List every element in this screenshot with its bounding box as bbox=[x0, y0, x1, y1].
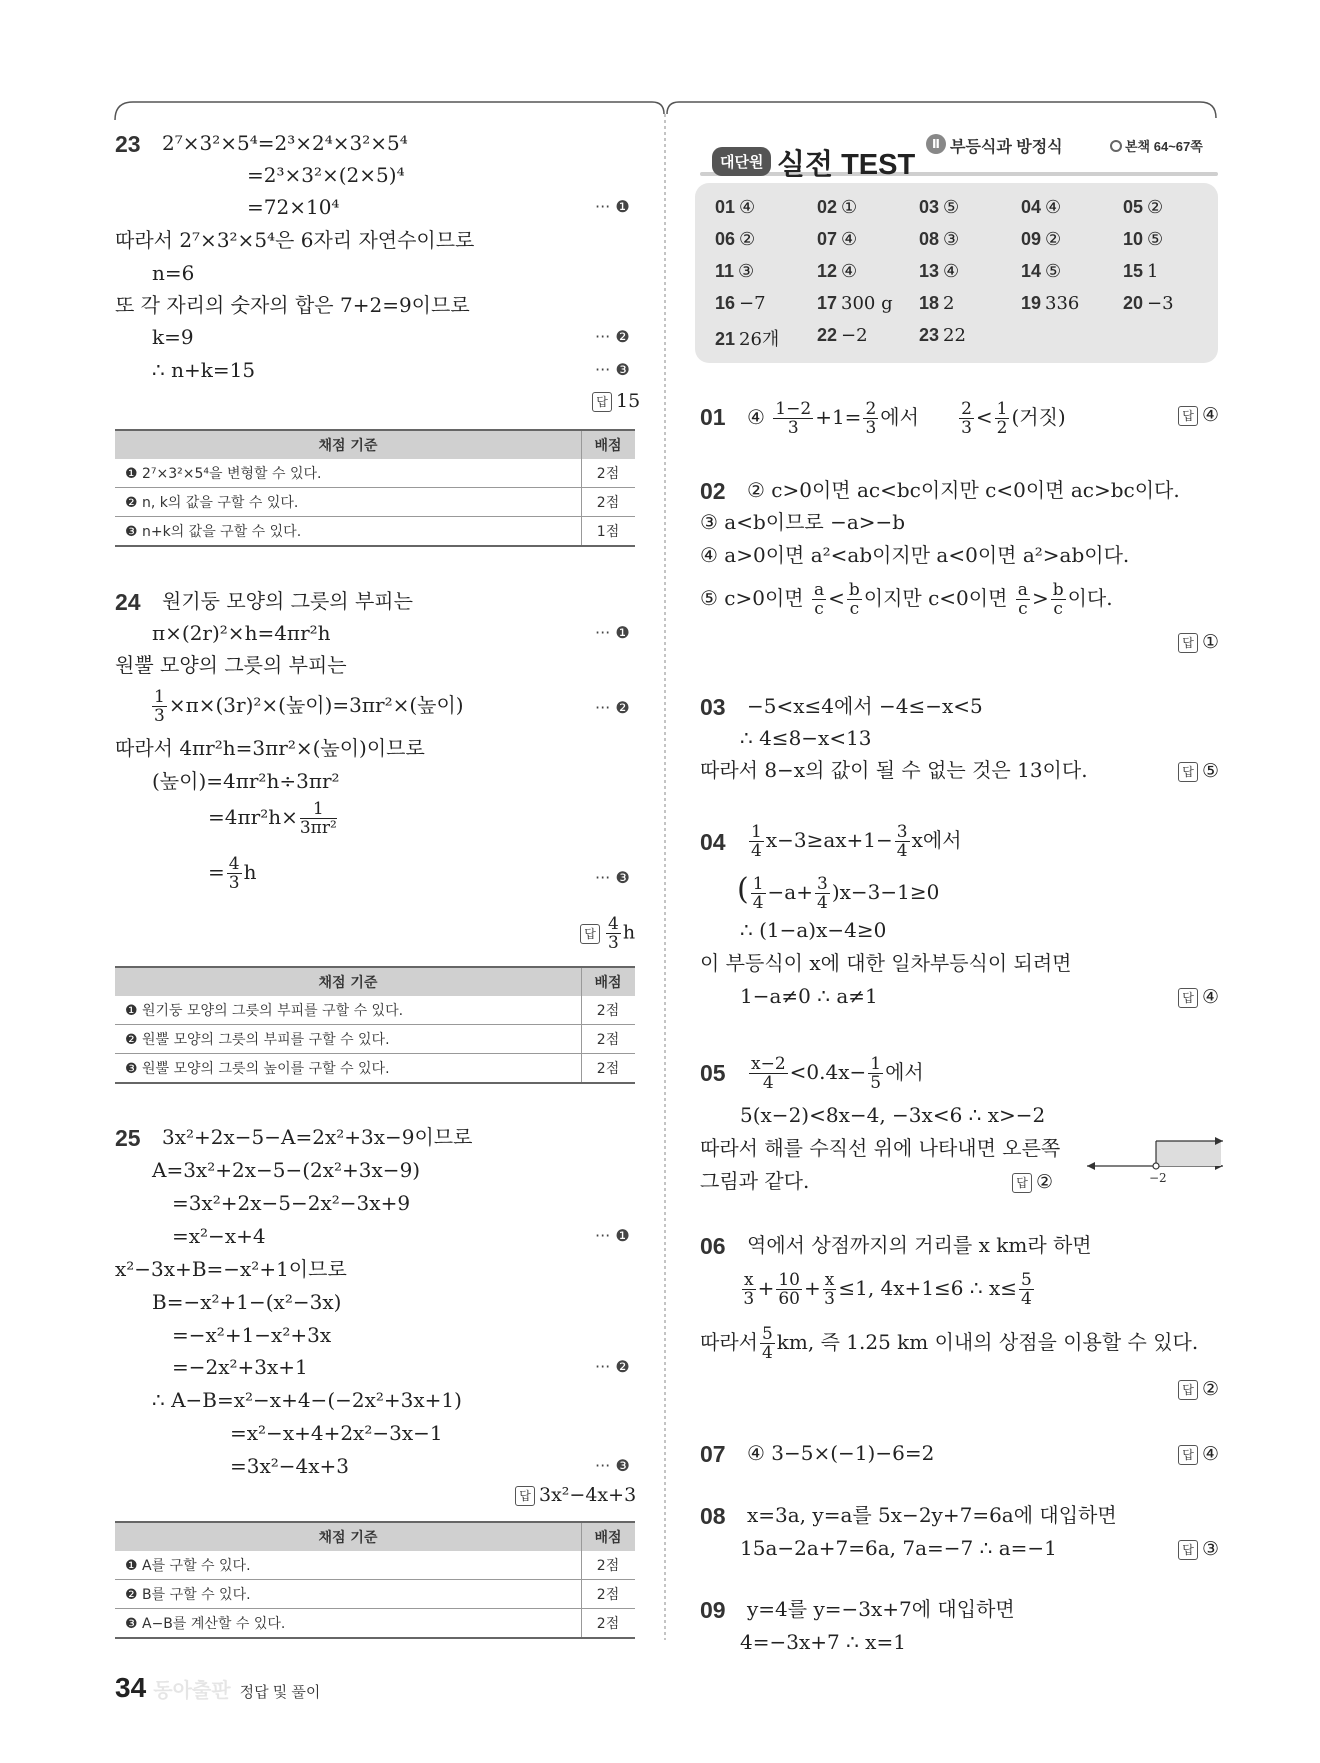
question-number: 08 bbox=[700, 1503, 726, 1529]
math-line: −5<x≤4에서 −4≤−x<5 bbox=[747, 694, 983, 718]
answer-key-number: 15 bbox=[1123, 261, 1144, 281]
answer-mark-icon: 답 bbox=[1178, 1445, 1198, 1465]
answer-key-number: 07 bbox=[817, 229, 838, 249]
footer-label: 정답 및 풀이 bbox=[239, 1684, 321, 1701]
math-line: ④ a>0이면 a²<ab이지만 a<0이면 a²>ab이다. bbox=[700, 543, 1130, 567]
math-line: B=−x²+1−(x²−3x) bbox=[152, 1290, 342, 1314]
answer bbox=[1178, 1538, 1219, 1560]
answer-key-value: ④ bbox=[841, 229, 858, 250]
math-line: ∴ n+k=15 bbox=[152, 358, 256, 382]
question-number: 09 bbox=[700, 1597, 726, 1623]
rubric-points: 2점 bbox=[582, 488, 636, 517]
answer bbox=[515, 1484, 636, 1506]
unit-badge-icon: Ⅱ bbox=[926, 134, 946, 154]
answer-key-number: 02 bbox=[817, 197, 838, 217]
rubric-points: 1점 bbox=[582, 517, 636, 547]
answer-value: ② bbox=[1036, 1171, 1054, 1193]
answer-key-value: ② bbox=[739, 229, 756, 250]
answer-value: ⑤ bbox=[1202, 760, 1220, 782]
answer-key-value: 26개 bbox=[739, 329, 780, 350]
answer-key-item bbox=[1123, 197, 1163, 218]
answer-key-number: 17 bbox=[817, 293, 838, 313]
math-line: ( $\frac{1}{4}$ −a+ $\frac{3}{4}$ )x−3−1≥0 bbox=[737, 872, 940, 913]
rubric-row bbox=[115, 1054, 635, 1084]
math-line: =3x²+2x−5−2x²−3x+9 bbox=[172, 1191, 411, 1215]
step-marker: ··· ❷ bbox=[595, 1357, 630, 1376]
answer-mark-icon: 답 bbox=[580, 924, 600, 944]
math-line: ④ 3−5×(−1)−6=2 bbox=[747, 1441, 935, 1465]
answer-mark-icon: 답 bbox=[1178, 406, 1198, 426]
answer-key-value: ② bbox=[1045, 229, 1062, 250]
math-line: 이 부등식이 x에 대한 일차부등식이 되려면 bbox=[700, 951, 1072, 975]
answer bbox=[1178, 1378, 1219, 1400]
rubric-row bbox=[115, 1609, 635, 1639]
fraction: $\frac{1}{3}$ bbox=[154, 687, 165, 726]
answer-key-number: 04 bbox=[1021, 197, 1042, 217]
step-marker: ··· ❸ bbox=[595, 1456, 630, 1475]
answer-key-item bbox=[715, 325, 779, 351]
rubric-points-header: 배점 bbox=[582, 967, 636, 996]
math-line: 1−a≠0 ∴ a≠1 bbox=[740, 984, 878, 1008]
math-line: =x²−x+4 bbox=[172, 1224, 266, 1248]
math-line: k=9 bbox=[152, 325, 194, 349]
step-marker: ··· ❷ bbox=[595, 698, 630, 717]
header-title: 실전 TEST bbox=[777, 149, 916, 181]
unit-title: 부등식과 방정식 bbox=[950, 139, 1063, 156]
math-line: ④ $\frac{1-2}{3}$ +1= $\frac{2}{3}$ 에서 $\frac{2}{3}$ < $\frac{1}{2}$ (거짓) bbox=[747, 399, 1066, 438]
scoring-rubric bbox=[115, 1521, 635, 1639]
section-header bbox=[700, 130, 1220, 180]
rubric-criterion: ❶ 2⁷×3²×5⁴을 변형할 수 있다. bbox=[115, 459, 582, 488]
answer-key-item bbox=[919, 197, 959, 218]
math-line: y=4를 y=−3x+7에 대입하면 bbox=[747, 1597, 1015, 1621]
answer-key-item bbox=[1123, 229, 1163, 250]
answer-value: h bbox=[622, 921, 636, 944]
answer-key-item bbox=[1021, 197, 1061, 218]
answer-mark-icon: 답 bbox=[515, 1486, 535, 1506]
answer-value: ① bbox=[1202, 631, 1220, 653]
math-line: 따라서 2⁷×3²×5⁴은 6자리 자연수이므로 bbox=[115, 228, 475, 252]
question-number: 04 bbox=[700, 829, 726, 855]
math-line: ⑤ c>0이면 $\frac{a}{c}$ < $\frac{b}{c}$ 이지만 c<0이면 $\frac{a}{c}$ > $\frac{b}{c}$ 이다. bbox=[700, 580, 1113, 619]
math-line: n=6 bbox=[152, 261, 195, 285]
question-number: 06 bbox=[700, 1233, 726, 1259]
answer-key-box bbox=[695, 183, 1218, 363]
math-line: =−2x²+3x+1 bbox=[172, 1355, 308, 1379]
math-line: 원기둥 모양의 그릇의 부피는 bbox=[162, 589, 413, 613]
fraction: $\frac{4}{3}$ bbox=[608, 914, 619, 953]
answer-key-value: 300 g bbox=[841, 293, 893, 314]
answer-key-value: ③ bbox=[738, 261, 755, 282]
answer-key-number: 14 bbox=[1021, 261, 1042, 281]
answer-mark-icon: 답 bbox=[592, 392, 612, 412]
rubric-row bbox=[115, 996, 635, 1025]
answer-key-value: 336 bbox=[1045, 293, 1080, 314]
answer-value: 3x²−4x+3 bbox=[539, 1484, 637, 1506]
answer bbox=[1178, 1443, 1219, 1465]
step-marker: ··· ❶ bbox=[595, 1226, 630, 1245]
math-line: = $\frac{4}{3}$ h bbox=[208, 854, 257, 893]
rubric-criterion: ❷ B를 구할 수 있다. bbox=[115, 1580, 582, 1609]
rubric-criterion: ❶ 원기둥 모양의 그릇의 부피를 구할 수 있다. bbox=[115, 996, 582, 1025]
answer-key-item bbox=[1021, 229, 1061, 250]
answer-key-item bbox=[715, 229, 755, 250]
answer bbox=[1178, 404, 1219, 426]
rubric-points: 2점 bbox=[582, 1580, 636, 1609]
math-line: ③ a<b이므로 −a>−b bbox=[700, 510, 906, 534]
answer-key-value: ④ bbox=[943, 261, 960, 282]
scoring-rubric bbox=[115, 429, 635, 547]
answer-key-value: 1 bbox=[1147, 261, 1159, 282]
math-line: 그림과 같다. bbox=[700, 1169, 810, 1193]
answer-key-number: 21 bbox=[715, 329, 736, 349]
answer-key-item bbox=[817, 229, 857, 250]
step-marker: ··· ❸ bbox=[595, 868, 630, 887]
rubric-header: 채점 기준 bbox=[115, 967, 582, 996]
answer-key-number: 08 bbox=[919, 229, 940, 249]
problem-number: 25 bbox=[115, 1125, 141, 1151]
rubric-points: 2점 bbox=[582, 459, 636, 488]
rubric-header: 채점 기준 bbox=[115, 1522, 582, 1551]
math-line: =−x²+1−x²+3x bbox=[172, 1323, 332, 1347]
answer-mark-icon: 답 bbox=[1178, 633, 1198, 653]
answer-key-number: 20 bbox=[1123, 293, 1144, 313]
math-line: $\frac{1}{4}$ x−3≥ax+1− $\frac{3}{4}$ x에서 bbox=[751, 822, 962, 861]
answer-value: ④ bbox=[1202, 986, 1220, 1008]
answer bbox=[1178, 760, 1219, 782]
answer bbox=[1178, 986, 1219, 1008]
step-marker: ··· ❸ bbox=[595, 360, 630, 379]
rubric-points: 2점 bbox=[582, 1054, 636, 1084]
answer-value: ② bbox=[1202, 1378, 1220, 1400]
math-line: $\frac{x}{3}$ + $\frac{10}{60}$ + $\frac{x}{3}$ ≤1, 4x+1≤6 ∴ x≤ $\frac{5}{4}$ bbox=[743, 1270, 1032, 1309]
rubric-criterion: ❷ 원뿔 모양의 그릇의 부피를 구할 수 있다. bbox=[115, 1025, 582, 1054]
math-line: 3x²+2x−5−A=2x²+3x−9이므로 bbox=[162, 1125, 473, 1149]
answer-key-value: ⑤ bbox=[1045, 261, 1062, 282]
answer-key-item bbox=[919, 325, 966, 346]
answer-key-value: 2 bbox=[943, 293, 955, 314]
answer-key-number: 06 bbox=[715, 229, 736, 249]
rubric-points: 2점 bbox=[582, 996, 636, 1025]
rubric-row bbox=[115, 1025, 635, 1054]
question-number: 05 bbox=[700, 1060, 726, 1086]
answer-key-number: 12 bbox=[817, 261, 838, 281]
answer-key-number: 03 bbox=[919, 197, 940, 217]
footer-watermark: 동아출판 bbox=[153, 1680, 231, 1702]
math-line: π×(2r)²×h=4πr²h bbox=[152, 621, 331, 645]
question-number: 07 bbox=[700, 1441, 726, 1467]
rubric-points-header: 배점 bbox=[582, 430, 636, 459]
answer-key-number: 11 bbox=[715, 261, 735, 281]
answer-value: ④ bbox=[1202, 1443, 1220, 1465]
answer-key-value: ⑤ bbox=[943, 197, 960, 218]
step-marker: ··· ❶ bbox=[595, 623, 630, 642]
answer-key-item bbox=[817, 293, 893, 314]
math-line: x²−3x+B=−x²+1이므로 bbox=[115, 1257, 347, 1281]
math-line: (높이)=4πr²h÷3πr² bbox=[152, 769, 340, 793]
rubric-points: 2점 bbox=[582, 1025, 636, 1054]
answer-key-value: ③ bbox=[943, 229, 960, 250]
answer-key-value: ② bbox=[1147, 197, 1164, 218]
math-line: ∴ 4≤8−x<13 bbox=[740, 726, 872, 750]
answer-key-item bbox=[1021, 261, 1061, 282]
answer-key-number: 22 bbox=[817, 325, 838, 345]
question-number: 03 bbox=[700, 694, 726, 720]
answer-value: ③ bbox=[1202, 1538, 1220, 1560]
answer-key-item bbox=[715, 293, 766, 314]
math-line: 2⁷×3²×5⁴=2³×2⁴×3²×5⁴ bbox=[162, 131, 408, 155]
answer-mark-icon: 답 bbox=[1178, 762, 1198, 782]
answer-mark-icon: 답 bbox=[1178, 1540, 1198, 1560]
answer-key-value: ① bbox=[841, 197, 858, 218]
rubric-row bbox=[115, 1551, 635, 1580]
number-line-tick-label: −2 bbox=[1149, 1171, 1167, 1184]
answer-key-value: −2 bbox=[841, 325, 868, 346]
math-line: ② c>0이면 ac<bc이지만 c<0이면 ac>bc이다. bbox=[747, 478, 1180, 502]
answer-mark-icon: 답 bbox=[1012, 1173, 1032, 1193]
rubric-points: 2점 bbox=[582, 1609, 636, 1639]
fraction: $\frac{4}{3}$ bbox=[228, 854, 240, 893]
math-line: 4=−3x+7 ∴ x=1 bbox=[740, 1630, 906, 1654]
answer-key-value: −3 bbox=[1147, 293, 1174, 314]
number-line-diagram bbox=[1085, 1130, 1225, 1184]
rubric-criterion: ❸ n+k의 값을 구할 수 있다. bbox=[115, 517, 582, 547]
answer-key-value: ④ bbox=[841, 261, 858, 282]
rubric-criterion: ❶ A를 구할 수 있다. bbox=[115, 1551, 582, 1580]
math-line: A=3x²+2x−5−(2x²+3x−9) bbox=[152, 1158, 421, 1182]
problem-number: 23 bbox=[115, 131, 141, 157]
answer bbox=[580, 915, 635, 952]
answer-key-value: 22 bbox=[943, 325, 966, 346]
rubric-points-header: 배점 bbox=[582, 1522, 636, 1551]
page-number: 34 bbox=[115, 1672, 147, 1703]
book-reference: 본책 64~67쪽 bbox=[1125, 139, 1203, 154]
header-badge: 대단원 bbox=[712, 147, 771, 176]
step-marker: ··· ❷ bbox=[595, 327, 630, 346]
rubric-header: 채점 기준 bbox=[115, 430, 582, 459]
answer-value: 15 bbox=[616, 390, 641, 412]
answer-key-item bbox=[1021, 293, 1079, 314]
answer-key-item bbox=[919, 261, 959, 282]
answer-key-number: 19 bbox=[1021, 293, 1042, 313]
math-line: 역에서 상점까지의 거리를 x km라 하면 bbox=[747, 1233, 1092, 1257]
answer-key-number: 05 bbox=[1123, 197, 1144, 217]
question-number: 01 bbox=[700, 404, 726, 430]
answer-key-number: 18 bbox=[919, 293, 940, 313]
rubric-row bbox=[115, 459, 635, 488]
answer-key-item bbox=[715, 197, 755, 218]
answer-key-item bbox=[817, 261, 857, 282]
answer-key-item bbox=[817, 197, 857, 218]
math-line: =3x²−4x+3 bbox=[230, 1454, 350, 1478]
rubric-criterion: ❷ n, k의 값을 구할 수 있다. bbox=[115, 488, 582, 517]
answer-key-number: 13 bbox=[919, 261, 940, 281]
answer-key-value: ④ bbox=[1045, 197, 1062, 218]
answer-mark-icon: 답 bbox=[1178, 1380, 1198, 1400]
page-footer bbox=[115, 1672, 320, 1704]
math-line: $\frac{x-2}{4}$ <0.4x− $\frac{1}{5}$ 에서 bbox=[751, 1054, 924, 1093]
math-line: ∴ A−B=x²−x+4−(−2x²+3x+1) bbox=[152, 1388, 462, 1412]
answer-key-item bbox=[919, 229, 959, 250]
answer-key-value: −7 bbox=[739, 293, 766, 314]
scoring-rubric bbox=[115, 966, 635, 1084]
math-line: =72×10⁴ bbox=[247, 195, 340, 219]
math-line: 원뿔 모양의 그릇의 부피는 bbox=[115, 653, 347, 677]
math-line: 또 각 자리의 숫자의 합은 7+2=9이므로 bbox=[115, 293, 470, 317]
answer-key-number: 16 bbox=[715, 293, 736, 313]
math-line: =2³×3²×(2×5)⁴ bbox=[247, 163, 405, 187]
ref-circle-icon bbox=[1110, 140, 1122, 152]
math-line: 15a−2a+7=6a, 7a=−7 ∴ a=−1 bbox=[740, 1536, 1057, 1560]
rubric-criterion: ❸ A−B를 계산할 수 있다. bbox=[115, 1609, 582, 1639]
answer-key-item bbox=[919, 293, 954, 314]
answer-key-number: 23 bbox=[919, 325, 940, 345]
math-line: $\frac{1}{3}$ ×π×(3r)²×(높이)=3πr²×(높이) bbox=[154, 687, 464, 726]
math-line: 따라서 8−x의 값이 될 수 없는 것은 13이다. bbox=[700, 758, 1088, 782]
math-line: ∴ (1−a)x−4≥0 bbox=[740, 918, 887, 942]
rubric-criterion: ❸ 원뿔 모양의 그릇의 높이를 구할 수 있다. bbox=[115, 1054, 582, 1084]
answer-key-item bbox=[1123, 261, 1158, 282]
answer-key-number: 10 bbox=[1123, 229, 1144, 249]
math-line: =x²−x+4+2x²−3x−1 bbox=[230, 1421, 443, 1445]
rubric-row bbox=[115, 517, 635, 547]
math-line: =4πr²h× $\frac{1}{\text{3πr²}}$ bbox=[208, 799, 337, 838]
answer-key-value: ④ bbox=[739, 197, 756, 218]
fraction: $\frac{1}{\text{3πr²}}$ bbox=[299, 799, 337, 838]
answer bbox=[1178, 631, 1219, 653]
answer-key-item bbox=[715, 261, 754, 282]
rubric-row bbox=[115, 1580, 635, 1609]
math-line: 따라서 4πr²h=3πr²×(높이)이므로 bbox=[115, 736, 425, 760]
math-line: 5(x−2)<8x−4, −3x<6 ∴ x>−2 bbox=[740, 1103, 1046, 1127]
math-line: x=3a, y=a를 5x−2y+7=6a에 대입하면 bbox=[747, 1503, 1117, 1527]
math-line: 따라서 $\frac{5}{4}$ km, 즉 1.25 km 이내의 상점을 이용할 수 있다. bbox=[700, 1324, 1199, 1363]
answer-key-item bbox=[817, 325, 868, 346]
answer-value: ④ bbox=[1202, 404, 1220, 426]
answer bbox=[592, 390, 640, 412]
math-line: 따라서 해를 수직선 위에 나타내면 오른쪽 bbox=[700, 1136, 1061, 1160]
answer-key-number: 09 bbox=[1021, 229, 1042, 249]
question-number: 02 bbox=[700, 478, 726, 504]
step-marker: ··· ❶ bbox=[595, 197, 630, 216]
answer bbox=[1012, 1171, 1053, 1193]
answer-key-value: ⑤ bbox=[1147, 229, 1164, 250]
problem-number: 24 bbox=[115, 589, 141, 615]
answer-key-item bbox=[1123, 293, 1174, 314]
answer-mark-icon: 답 bbox=[1178, 988, 1198, 1008]
rubric-points: 2점 bbox=[582, 1551, 636, 1580]
rubric-row bbox=[115, 488, 635, 517]
answer-key-number: 01 bbox=[715, 197, 736, 217]
